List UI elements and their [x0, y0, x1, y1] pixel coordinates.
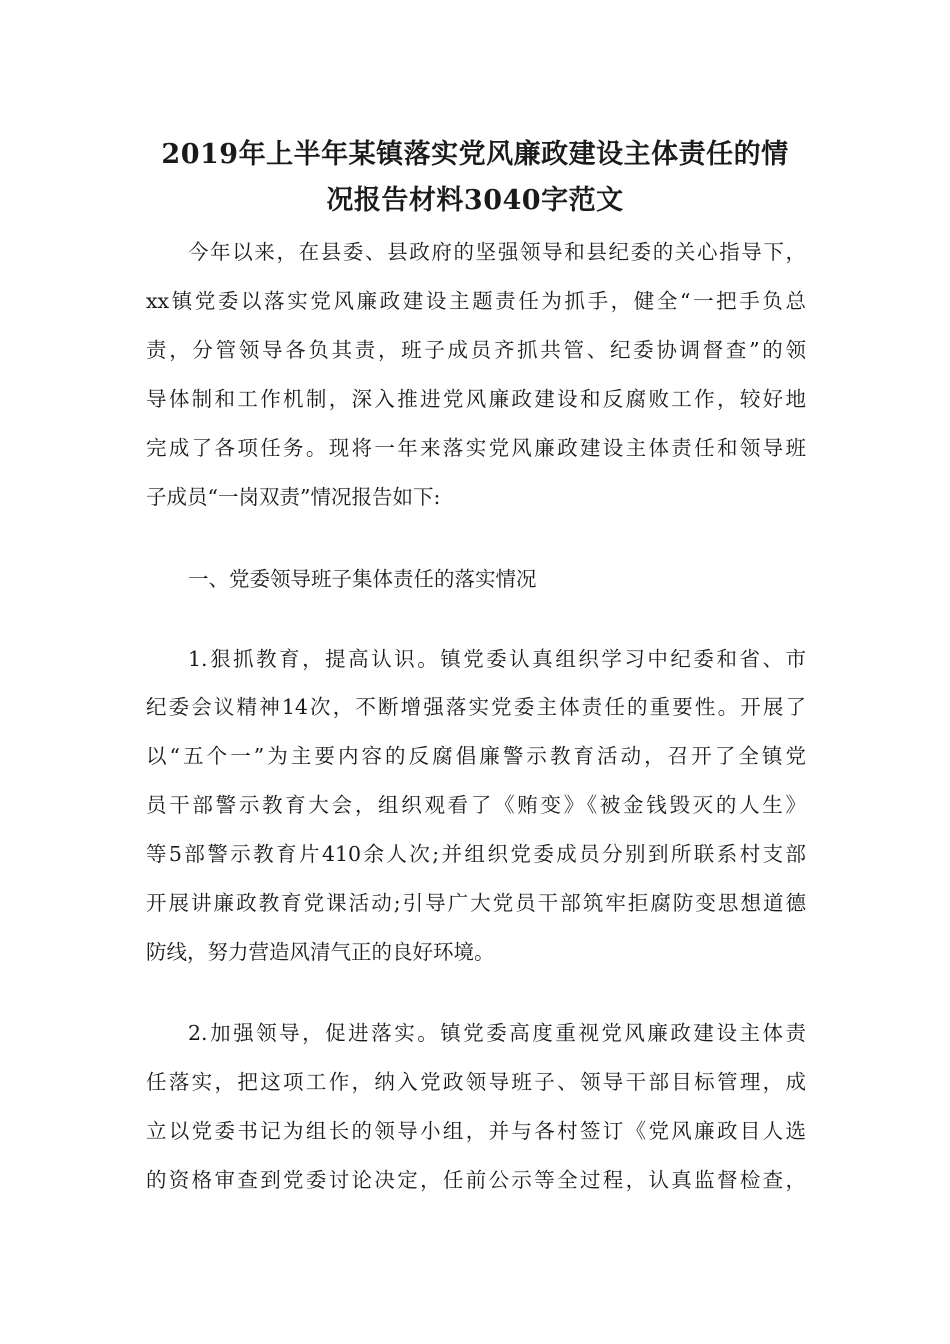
- section-heading: 一、党委领导班子集体责任的落实情况: [188, 567, 537, 591]
- item1-line: 员干部警示教育大会，组织观看了《贿变》《被金钱毁灭的人生》: [146, 793, 806, 817]
- item1-line: 纪委会议精神14次，不断增强落实党委主体责任的重要性。开展了: [146, 695, 806, 719]
- item1-line: 以“五个一”为主要内容的反腐倡廉警示教育活动，召开了全镇党: [146, 744, 806, 768]
- document-title-line-1: 2019年上半年某镇落实党风廉政建设主体责任的情: [161, 139, 789, 170]
- item1-line: 等5部警示教育片410余人次;并组织党委成员分别到所联系村支部: [146, 842, 806, 866]
- item2-line: 的资格审查到党委讨论决定，任前公示等全过程，认真监督检查，: [146, 1168, 806, 1192]
- intro-line: 今年以来，在县委、县政府的坚强领导和县纪委的关心指导下，: [188, 240, 806, 264]
- document-title-line-2: 况报告材料3040字范文: [326, 185, 624, 216]
- intro-line: xx镇党委以落实党风廉政建设主题责任为抓手，健全“一把手负总: [146, 289, 806, 313]
- item2-line: 任落实，把这项工作，纳入党政领导班子、领导干部目标管理，成: [146, 1070, 806, 1094]
- item1-line: 开展讲廉政教育党课活动;引导广大党员干部筑牢拒腐防变思想道德: [146, 891, 806, 915]
- item1-line: 1.狠抓教育，提高认识。镇党委认真组织学习中纪委和省、市: [188, 647, 806, 671]
- item1-line: 防线，努力营造风清气正的良好环境。: [146, 940, 495, 964]
- item2-line: 2.加强领导，促进落实。镇党委高度重视党风廉政建设主体责: [188, 1021, 806, 1045]
- intro-line: 子成员“一岗双责”情况报告如下:: [146, 485, 441, 509]
- item2-line: 立以党委书记为组长的领导小组，并与各村签订《党风廉政目人选: [146, 1119, 806, 1143]
- intro-line: 完成了各项任务。现将一年来落实党风廉政建设主体责任和领导班: [146, 436, 806, 460]
- intro-line: 导体制和工作机制，深入推进党风廉政建设和反腐败工作，较好地: [146, 387, 806, 411]
- intro-line: 责，分管领导各负其责，班子成员齐抓共管、纪委协调督查”的领: [146, 338, 806, 362]
